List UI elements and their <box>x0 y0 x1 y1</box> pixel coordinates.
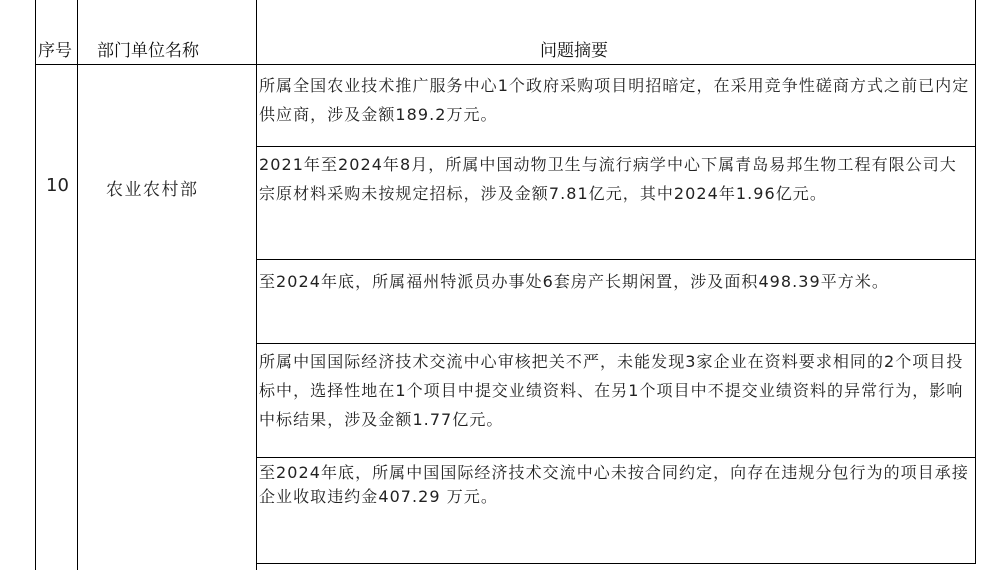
table-border-right <box>975 0 976 563</box>
issue-summary-1: 所属全国农业技术推广服务中心1个政府采购项目明招暗定，在采用竞争性磋商方式之前已内定供应商，涉及金额189.2万元。 <box>259 76 970 124</box>
table-bottom-border <box>256 563 976 564</box>
row-seq: 10 <box>46 175 69 196</box>
issue-summary-2: 2021年至2024年8月，所属中国动物卫生与流行病学中心下属青岛易邦生物工程有限公司大宗原材料采购未按规定招标，涉及金额7.81亿元，其中2024年1.96亿元。 <box>259 155 957 203</box>
col-divider-2 <box>256 0 257 570</box>
col-divider-1 <box>77 0 78 570</box>
issue-divider-1 <box>256 146 976 147</box>
issue-summary-5: 至2024年底，所属中国国际经济技术交流中心未按合同约定，向存在违规分包行为的项目承接企业收取违约金407.29 万元。 <box>259 463 969 506</box>
table-border-left <box>35 0 36 570</box>
row-dept-name: 农业农村部 <box>106 180 199 200</box>
issue-divider-3 <box>256 343 976 344</box>
issue-divider-2 <box>256 259 976 260</box>
issue-summary-4: 所属中国国际经济技术交流中心审核把关不严，未能发现3家企业在资料要求相同的2个项目投标中，选择性地在1个项目中提交业绩资料、在另1个项目中不提交业绩资料的异常行为，影响中标结果，涉及金额1.77亿元。 <box>259 352 964 429</box>
header-seq: 序号 <box>38 41 72 61</box>
issue-summary-3: 至2024年底，所属福州特派员办事处6套房产长期闲置，涉及面积498.39平方米。 <box>259 272 889 291</box>
issue-divider-4 <box>256 457 976 458</box>
header-bottom-border <box>35 64 976 65</box>
header-dept-name: 部门单位名称 <box>97 41 199 61</box>
header-issue-summary: 问题摘要 <box>540 41 608 61</box>
